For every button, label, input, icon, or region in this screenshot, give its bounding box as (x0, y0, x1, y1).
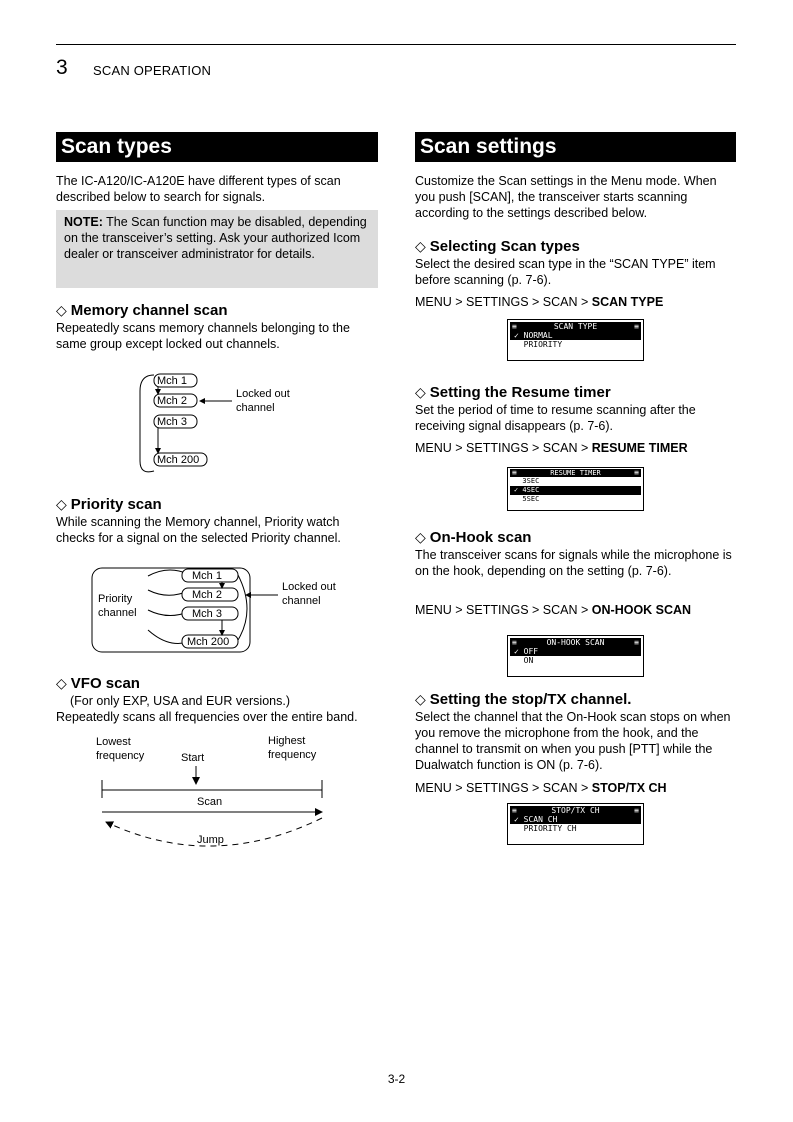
highest-label-2: frequency (268, 749, 317, 761)
lcd-option: ✓ OFF (510, 647, 641, 656)
lcd-option: ✓ NORMAL (510, 331, 641, 340)
prio-locked-label-1: Locked out (282, 581, 336, 593)
selecting-scan-types-text: Select the desired scan type in the “SCAN TYPE” item before scanning (p. 7-6). (415, 257, 716, 287)
prio-mch3: Mch 3 (192, 608, 222, 620)
header-rule (56, 44, 736, 45)
lcd-option: ✓ SCAN CH (510, 815, 641, 824)
diamond-icon: ◇ (415, 691, 426, 707)
lcd-option: 5SEC (514, 495, 540, 503)
lcd-option: 3SEC (514, 477, 540, 485)
on-hook-scan-text: The transceiver scans for signals while the microphone is on the hook, depending on the setting (p. 7-6). (415, 548, 732, 578)
lcd-scan-type: ≡ SCAN TYPE ≡ ✓ NORMAL PRIORITY (507, 319, 644, 361)
chapter-number: 3 (56, 56, 68, 79)
mch1: Mch 1 (157, 375, 187, 387)
menu-path-on-hook-scan: MENU > SETTINGS > SCAN > ON-HOOK SCAN (415, 603, 692, 617)
vfo-scan-text: Repeatedly scans all frequencies over the entire band. (56, 710, 358, 724)
lcd-option: PRIORITY CH (514, 824, 577, 833)
lcd-option: PRIORITY (514, 340, 563, 349)
memory-scan-heading: ◇ Memory channel scan (56, 302, 228, 319)
diamond-icon: ◇ (56, 675, 67, 691)
lcd-on-hook-scan: ≡ ON-HOOK SCAN ≡ ✓ OFF ON (507, 635, 644, 677)
prio-mch2: Mch 2 (192, 589, 222, 601)
lowest-label-2: frequency (96, 750, 145, 762)
lcd-stop-tx: ≡ STOP/TX CH ≡ ✓ SCAN CH PRIORITY CH (507, 803, 644, 845)
prio-mch200: Mch 200 (187, 636, 230, 648)
lcd-resume-timer: ≡ RESUME TIMER ≡ 3SEC ✓ 4SEC 5SEC (507, 467, 644, 511)
stop-tx-heading: ◇ Setting the stop/TX channel. (415, 691, 632, 708)
lcd-option: ✓ 4SEC (510, 486, 641, 495)
vfo-scan-diagram (90, 730, 340, 860)
menu-path-scan-type: MENU > SETTINGS > SCAN > SCAN TYPE (415, 295, 664, 309)
selecting-scan-types-heading: ◇ Selecting Scan types (415, 238, 580, 255)
memory-scan-text: Repeatedly scans memory channels belonging to the same group except locked out channels. (56, 321, 350, 351)
lowest-label-1: Lowest (96, 736, 131, 748)
priority-scan-heading: ◇ Priority scan (56, 496, 162, 513)
diamond-icon: ◇ (415, 238, 426, 254)
stop-tx-text: Select the channel that the On-Hook scan stops on when you remove the microphone from the hook, and the channel to transmit on when you push [PTT] while the Dualwatch function is ON (p. 7-6). (415, 710, 731, 772)
page-number: 3-2 (387, 1072, 406, 1086)
mch2: Mch 2 (157, 395, 187, 407)
prio-locked-label-2: channel (282, 595, 321, 607)
note-text: The Scan function may be disabled, depending on the transceiver’s setting. Ask your authorized Icom dealer or transceiver administrator for details. (64, 215, 367, 261)
lcd-option: ON (514, 656, 534, 665)
diamond-icon: ◇ (56, 302, 67, 318)
on-hook-scan-heading: ◇ On-Hook scan (415, 529, 532, 546)
scan-settings-intro: Customize the Scan settings in the Menu mode. When you push [SCAN], the transceiver starts scanning according to the settings described below. (415, 174, 717, 220)
vfo-scan-note: (For only EXP, USA and EUR versions.) (70, 694, 290, 708)
resume-timer-heading: ◇ Setting the Resume timer (415, 384, 611, 401)
start-label: Start (181, 752, 205, 764)
locked-out-label-1: Locked out (236, 388, 290, 400)
menu-path-stop-tx: MENU > SETTINGS > SCAN > STOP/TX CH (415, 781, 667, 795)
scan-label: Scan (197, 796, 223, 808)
mch200: Mch 200 (157, 454, 200, 466)
menu-path-resume-timer: MENU > SETTINGS > SCAN > RESUME TIMER (415, 441, 688, 455)
jump-label: Jump (197, 834, 224, 846)
priority-label-2: channel (98, 607, 137, 619)
note-label: NOTE: (64, 215, 103, 229)
priority-label-1: Priority (98, 593, 133, 605)
prio-mch1: Mch 1 (192, 570, 222, 582)
highest-label-1: Highest (268, 735, 306, 747)
diamond-icon: ◇ (56, 496, 67, 512)
diamond-icon: ◇ (415, 384, 426, 400)
priority-scan-text: While scanning the Memory channel, Priority watch checks for a signal on the selected Priority channel. (56, 515, 341, 545)
chapter-title: SCAN OPERATION (93, 63, 212, 78)
diamond-icon: ◇ (415, 529, 426, 545)
memory-scan-diagram (130, 365, 330, 475)
mch3: Mch 3 (157, 416, 187, 428)
resume-timer-text: Set the period of time to resume scanning after the receiving signal disappears (p. 7-6). (415, 403, 696, 433)
section-title-scan-settings: Scan settings (415, 132, 736, 162)
locked-out-label-2: channel (236, 402, 275, 414)
vfo-scan-heading: ◇ VFO scan (56, 675, 140, 692)
note-box (56, 210, 378, 288)
priority-scan-diagram (88, 560, 358, 656)
section-title-scan-types: Scan types (56, 132, 378, 162)
scan-types-intro: The IC-A120/IC-A120E have different types of scan described below to search for signals. (56, 174, 341, 204)
